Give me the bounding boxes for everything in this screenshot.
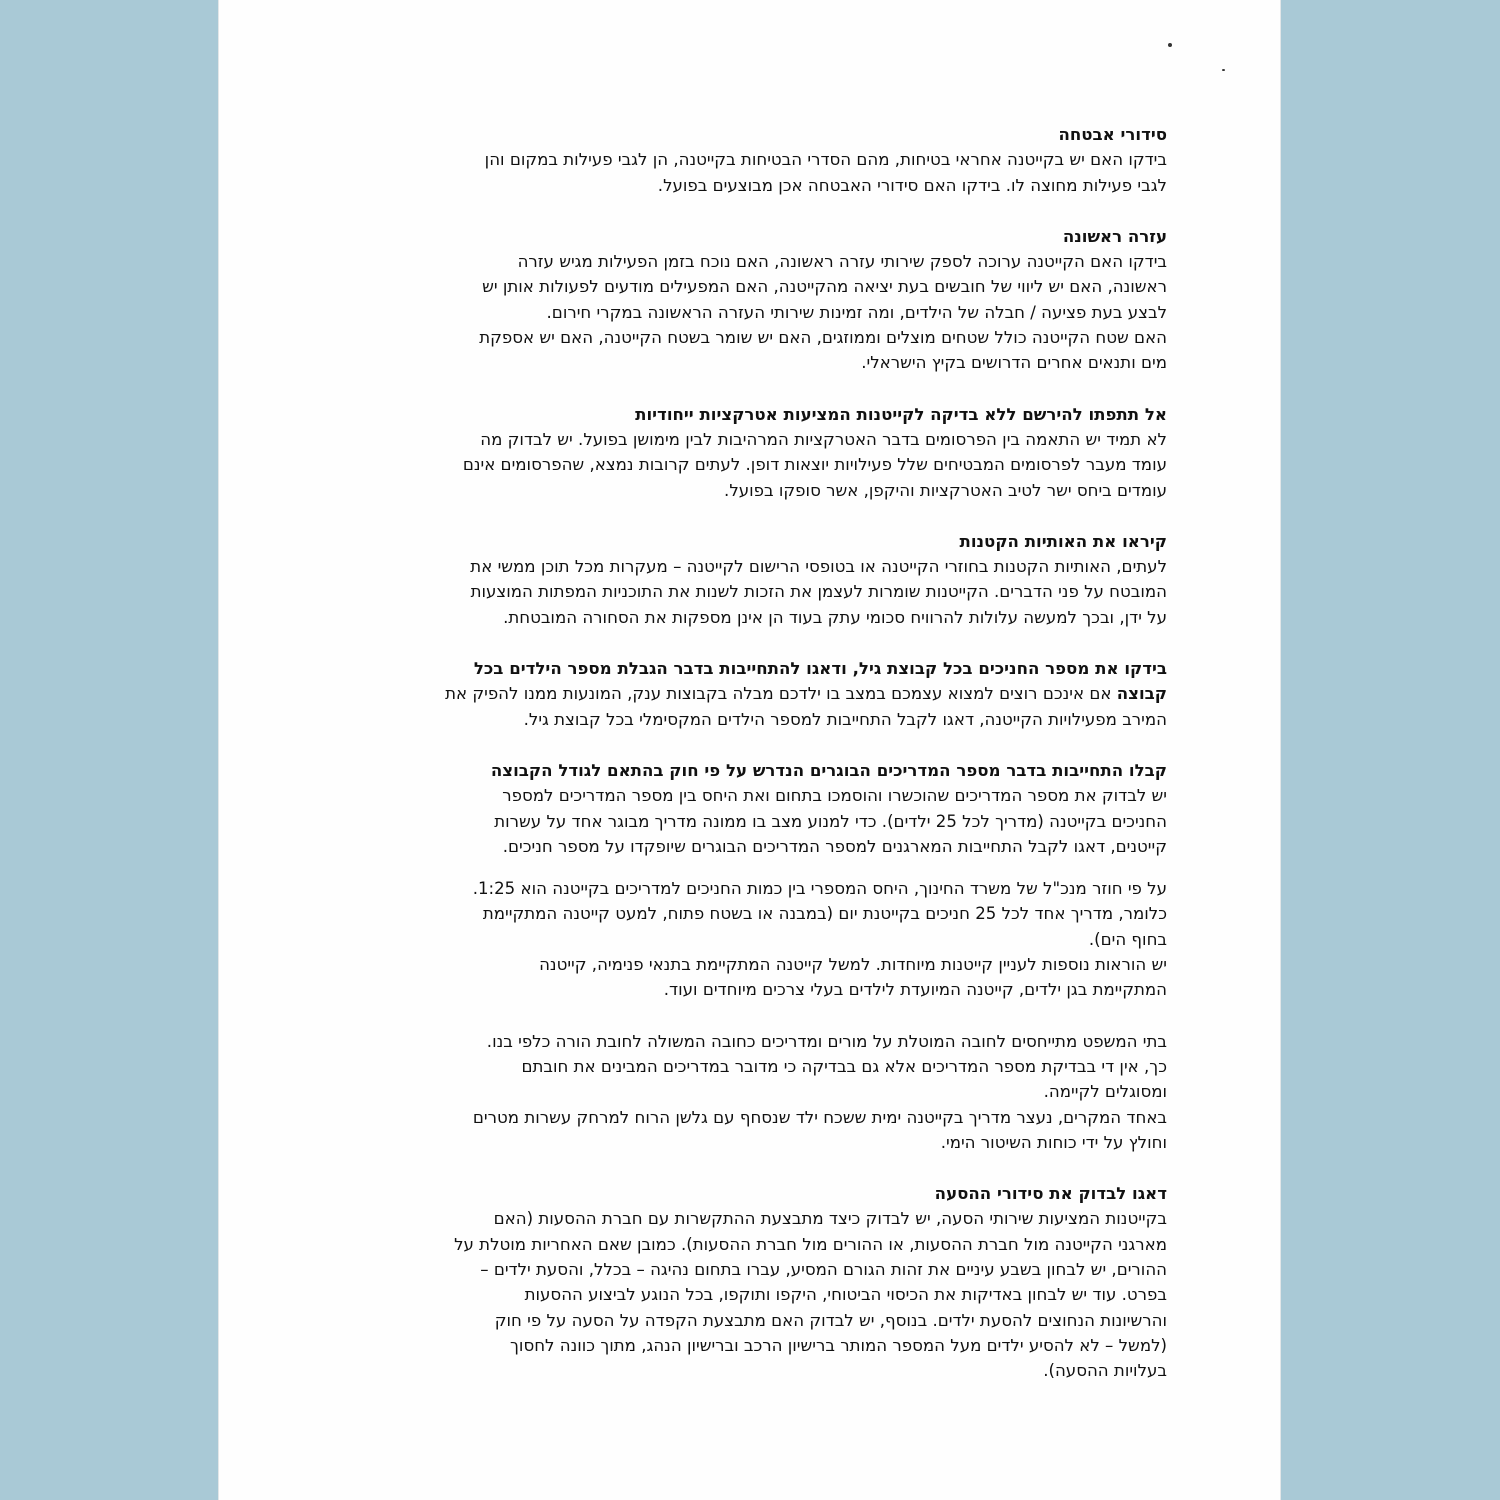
scan-speck [1222,69,1225,71]
section-group-size [357,656,1167,732]
paragraph-line: המתקיימת בגן ילדים, קייטנה המיועדת לילדים בעלי צרכים מיוחדים ועוד. [663,980,1167,1000]
paragraph-line: ומסוגלים לקיימה. [1043,1082,1167,1102]
paragraph-line: באחד המקרים, נעצר מדריך בקייטנה ימית ששכח ילד שנסחף עם גלשן הרוח למרחק עשרות מטרים [472,1107,1167,1127]
paragraph-line: בידקו האם הקייטנה ערוכה לספק שירותי עזרה ראשונה, האם נוכח בזמן הפעילות מגיש עזרה [517,252,1167,272]
paragraph-line: ראשונה, האם יש ליווי של חובשים בעת יציאה מהקייטנה, האם המפעילים מודעים לפעולות אותן יש [482,277,1167,297]
section-heading: קיראו את האותיות הקטנות [959,531,1167,551]
paragraph-line: החניכים בקייטנה (מדריך לכל 25 ילדים). כדי למנוע מצב בו ממונה מדריך מבוגר אחד על עשרות [494,811,1167,831]
paragraph-line: (למשל – לא להסיע ילדים מעל המספר המותר ברישיון הרכב וברישיון הנהג, מתוך כוונה לחסוך [510,1335,1167,1355]
paragraph-line: ההורים, יש לבחון בשבע עיניים את זהות הגורם המסיע, עברו בתחום נהיגה – בכלל, והסעת ילדים – [480,1259,1167,1279]
paragraph-line: על ידן, ובכך למעשה עלולות להרוויח סכומי עתק בעוד הן אינן מספקות את הסחורה המובטחת. [503,607,1167,627]
paragraph-line [357,681,1167,706]
paragraph-line: בפרט. עוד יש לבחון באדיקות את הכיסוי הביטוחי, היקפו ותוקפו, בכל הנוגע לביצוע ההסעות [524,1285,1167,1305]
paragraph-line: בחוף הים). [1088,929,1167,949]
section-security [357,122,1167,198]
paragraph-text: אם אינכם רוצים למצוא עצמכם במצב בו ילדכם מבלה בקבוצות ענק, המונעות ממנו להפיק את [445,684,1117,704]
section-heading: עזרה ראשונה [1062,226,1167,246]
paragraph-line: המובטח על פני הדברים. הקייטנות שומרות לעצמן את הזכות לשנות את התוכניות המפתות המוצעות [470,582,1167,602]
paragraph-line: כלומר, מדריך אחד לכל 25 חניכים בקייטנת יום (במבנה או בשטח פתוח, למעט קייטנה המתקיימת [482,904,1167,924]
section-heading: בידקו את מספר החניכים בכל קבוצת גיל, ודאגו להתחייבות בדבר הגבלת מספר הילדים בכל [473,659,1167,679]
paragraph-line: בידקו האם יש בקייטנה אחראי בטיחות, מהם הסדרי הבטיחות בקייטנה, הן לגבי פעילות במקום והן [484,150,1167,170]
paragraph-line: בקייטנות המציעות שירותי הסעה, יש לבדוק כיצד מתבצעת ההתקשרות עם חברת ההסעות (האם [493,1209,1167,1229]
paragraph-line: המירב מפעילויות הקייטנה, דאגו לקבל התחייבות למספר הילדים המקסימלי בכל קבוצת גיל. [523,709,1167,729]
heading-continuation: קבוצה [1116,684,1167,704]
section-ratio [357,876,1167,1002]
section-attractions [357,402,1167,503]
paragraph-line: כך, אין די בבדיקת מספר המדריכים אלא גם בבדיקה כי מדובר במדריכים המבינים את חובתם [521,1056,1167,1076]
document-page [219,0,1280,1500]
paragraph-line: מים ותנאים אחרים הדרושים בקיץ הישראלי. [861,353,1167,373]
paragraph-line: מארגני הקייטנה מול חברת ההסעות, או ההורים מול חברת ההסעות). כמובן שאם האחריות מוטלת על [454,1234,1167,1254]
paragraph-line: עומד מעבר לפרסומים המבטיחים שלל פעילויות יוצאות דופן. לעתים קרובות נמצא, שהפרסומים אינם [462,455,1167,475]
paragraph-line: לבצע בעת פציעה / חבלה של הילדים, ומה זמינות שירותי העזרה הראשונה במקרי חירום. [546,302,1167,322]
paragraph-line: בעלויות ההסעה). [1043,1361,1167,1381]
paragraph-line: האם שטח הקייטנה כולל שטחים מוצלים וממוזגים, האם יש שומר בשטח הקייטנה, האם יש אספקת [479,328,1167,348]
section-heading: סידורי אבטחה [1058,125,1167,144]
section-counselors [357,758,1167,859]
scan-speck [1168,43,1172,47]
section-heading: אל תתפתו להירשם ללא בדיקה לקייטנות המציעות אטרקציות ייחודיות [635,404,1167,424]
paragraph-line: לעתים, האותיות הקטנות בחוזרי הקייטנה או בטופסי הרישום לקייטנה – מעקרות מכל תוכן ממשי את [470,557,1167,577]
document-body [357,122,1167,1409]
paragraph-line: קייטנים, דאגו לקבל התחייבות המארגנים למספר המדריכים הבוגרים שיופקדו על מספר חניכים. [502,836,1167,856]
section-fine-print [357,529,1167,630]
section-courts [357,1029,1167,1155]
paragraph-line: בתי המשפט מתייחסים לחובה המוטלת על מורים ומדריכים כחובה המשולה לחובת הורה כלפי בנו. [486,1031,1167,1051]
section-first-aid [357,224,1167,376]
section-heading: דאגו לבדוק את סידורי ההסעה [934,1184,1167,1204]
paragraph-line: יש לבדוק את מספר המדריכים שהוכשרו והוסמכו בתחום ואת היחס בין מספר המדריכים למספר [502,786,1167,806]
paragraph-line: וחולץ על ידי כוחות השיטור הימי. [940,1132,1167,1152]
paragraph-line: לא תמיד יש התאמה בין הפרסומים בדבר האטרקציות המרהיבות לבין מימושן בפועל. יש לבדוק מה [480,429,1167,449]
paragraph-line: והרשיונות הנחוצים להסעת ילדים. בנוסף, יש לבדוק האם מתבצעת הקפדה על הסעה על פי חוק [494,1310,1167,1330]
paragraph-line: עומדים ביחס ישר לטיב האטרקציות והיקפן, אשר סופקו בפועל. [724,480,1167,500]
paragraph-line: יש הוראות נוספות לעניין קייטנות מיוחדות. למשל קייטנה המתקיימת בתנאי פנימיה, קייטנה [539,955,1167,975]
section-transport [357,1181,1167,1383]
section-heading: קבלו התחייבות בדבר מספר המדריכים הבוגרים הנדרש על פי חוק בהתאם לגודל הקבוצה [490,760,1167,780]
paragraph-line: לגבי פעילות מחוצה לו. בידקו האם סידורי האבטחה אכן מבוצעים בפועל. [657,175,1167,195]
paragraph-line: על פי חוזר מנכ"ל של משרד החינוך, היחס המספרי בין כמות החניכים למדריכים בקייטנה הוא 1:25. [472,879,1167,899]
